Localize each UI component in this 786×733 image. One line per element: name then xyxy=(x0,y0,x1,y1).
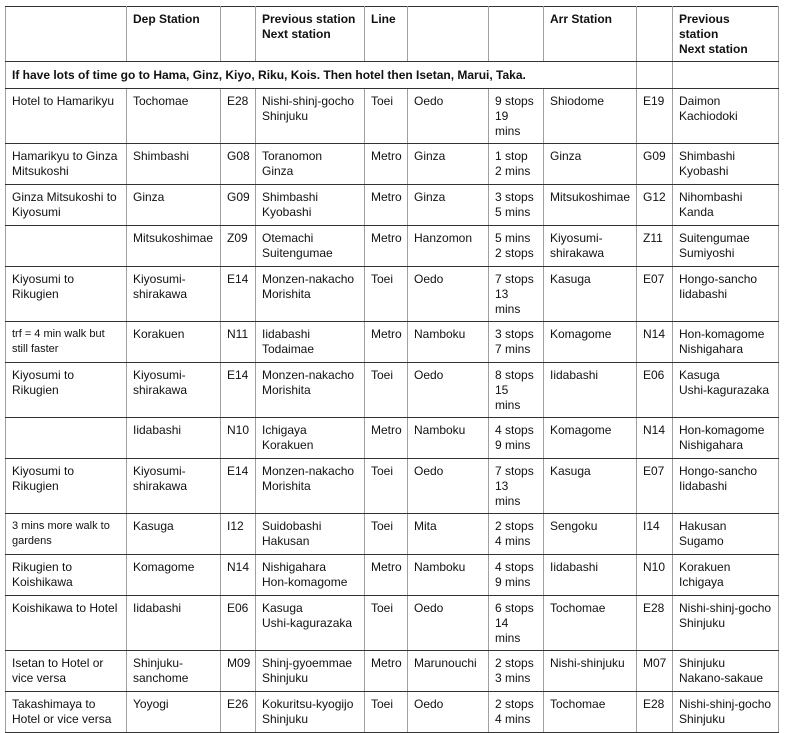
arr-prev-next-arr-next: Sumiyoshi xyxy=(679,246,735,260)
note-row xyxy=(6,62,779,89)
route-cell: Isetan to Hotel or vice versa xyxy=(6,651,127,692)
arr-code-cell: N14 xyxy=(637,322,673,363)
stops-time-stops: 4 stops xyxy=(495,423,534,437)
stops-time-cell xyxy=(489,418,544,459)
table-row xyxy=(6,418,779,459)
arr-station-cell: Tochomae xyxy=(544,596,637,651)
stops-time-time: 2 mins xyxy=(495,164,531,178)
header-arr-code xyxy=(637,7,673,62)
stops-time-cell xyxy=(489,226,544,267)
stops-time-time: 14 mins xyxy=(495,616,521,645)
dep-code-cell: I12 xyxy=(221,514,256,555)
arr-station-cell: Iidabashi xyxy=(544,363,637,418)
route-cell xyxy=(6,226,127,267)
table-row xyxy=(6,555,779,596)
arr-prev-next-arr-next: Nishigahara xyxy=(679,342,744,356)
stops-time-time: 4 mins xyxy=(495,712,531,726)
arr-prev-next-cell xyxy=(673,185,779,226)
arr-prev-next-arr-prev: Hongo-sancho xyxy=(679,464,758,478)
arr-prev-next-cell xyxy=(673,144,779,185)
header-dep-prev-next xyxy=(256,7,365,62)
arr-station-cell: Komagome xyxy=(544,418,637,459)
arr-prev-next-cell xyxy=(673,459,779,514)
arr-prev-next-arr-prev: Hongo-sancho xyxy=(679,272,758,286)
stops-time-cell xyxy=(489,692,544,733)
line-cell: Ginza xyxy=(408,185,489,226)
company-cell: Metro xyxy=(365,322,408,363)
arr-prev-next-arr-next: Nishigahara xyxy=(679,438,744,452)
line-cell: Oedo xyxy=(408,692,489,733)
dep-prev-next-dep-next: Korakuen xyxy=(262,438,314,452)
arr-prev-next-cell xyxy=(673,418,779,459)
stops-time-cell xyxy=(489,267,544,322)
dep-code-cell: G09 xyxy=(221,185,256,226)
dep-prev-next-dep-next: Kyobashi xyxy=(262,205,312,219)
dep-prev-next-dep-prev: Iidabashi xyxy=(262,327,311,341)
dep-code-cell: M09 xyxy=(221,651,256,692)
line-cell: Marunouchi xyxy=(408,651,489,692)
stops-time-stops: 3 stops xyxy=(495,190,534,204)
arr-station-cell: Kasuga xyxy=(544,267,637,322)
dep-prev-next-dep-prev: Toranomon xyxy=(262,149,323,163)
dep-prev-next-dep-prev: Kokuritsu-kyogijo xyxy=(262,697,354,711)
dep-prev-next-dep-prev: Suidobashi xyxy=(262,519,322,533)
route-cell: Kiyosumi to Rikugien xyxy=(6,459,127,514)
dep-station-cell: Mitsukoshimae xyxy=(127,226,221,267)
dep-prev-next-dep-next: Shinjuku xyxy=(262,712,309,726)
dep-station-cell: Shimbashi xyxy=(127,144,221,185)
arr-prev-next-arr-prev: Nihombashi xyxy=(679,190,743,204)
arr-prev-next-arr-prev: Daimon xyxy=(679,94,721,108)
arr-code-cell: G12 xyxy=(637,185,673,226)
dep-prev-next-cell xyxy=(256,144,365,185)
table-row xyxy=(6,144,779,185)
company-cell: Toei xyxy=(365,514,408,555)
table-row xyxy=(6,322,779,363)
stops-time-cell xyxy=(489,459,544,514)
arr-code-cell: E07 xyxy=(637,459,673,514)
arr-prev-next-cell xyxy=(673,651,779,692)
arr-code-cell: M07 xyxy=(637,651,673,692)
dep-prev-next-dep-next: Hakusan xyxy=(262,534,310,548)
dep-station-cell: Korakuen xyxy=(127,322,221,363)
company-cell: Toei xyxy=(365,89,408,144)
company-cell: Metro xyxy=(365,418,408,459)
dep-prev-next-cell xyxy=(256,89,365,144)
dep-prev-next-dep-prev: Nishi-shinj-gocho xyxy=(262,94,355,108)
dep-station-cell: Kasuga xyxy=(127,514,221,555)
dep-prev-next-dep-next: Morishita xyxy=(262,479,311,493)
header-arr-prev-next xyxy=(673,7,779,62)
table-row xyxy=(6,692,779,733)
arr-station-cell: Komagome xyxy=(544,322,637,363)
dep-prev-next-cell xyxy=(256,418,365,459)
table-row xyxy=(6,514,779,555)
arr-prev-next-arr-prev: Hon-komagome xyxy=(679,423,765,437)
line-cell: Namboku xyxy=(408,322,489,363)
dep-code-cell: G08 xyxy=(221,144,256,185)
arr-prev-next-arr-next: Nakano-sakaue xyxy=(679,671,764,685)
dep-code-cell: Z09 xyxy=(221,226,256,267)
dep-prev-next-dep-next: Suitengumae xyxy=(262,246,333,260)
dep-prev-next-dep-next: Morishita xyxy=(262,383,311,397)
arr-station-cell: Kasuga xyxy=(544,459,637,514)
arr-prev-next-arr-prev: Kasuga xyxy=(679,368,720,382)
arr-station-cell: Ginza xyxy=(544,144,637,185)
note-text: If have lots of time go to Hama, Ginz, Kiyo, Riku, Kois. Then hotel then Isetan, Marui, Taka. xyxy=(6,62,637,89)
line-cell: Oedo xyxy=(408,459,489,514)
dep-code-cell: N11 xyxy=(221,322,256,363)
dep-station-cell: Kiyosumi-shirakawa xyxy=(127,459,221,514)
dep-station-cell: Iidabashi xyxy=(127,418,221,459)
table-row xyxy=(6,459,779,514)
dep-prev-next-dep-prev: Monzen-nakacho xyxy=(262,368,355,382)
dep-prev-next-dep-next: Hon-komagome xyxy=(262,575,348,589)
table-row xyxy=(6,363,779,418)
arr-prev-next-arr-next: Shinjuku xyxy=(679,616,726,630)
header-dep-code xyxy=(221,7,256,62)
arr-prev-next-arr-next: Sugamo xyxy=(679,534,724,548)
arr-station-cell: Mitsukoshimae xyxy=(544,185,637,226)
company-cell: Toei xyxy=(365,596,408,651)
header-stops xyxy=(489,7,544,62)
dep-prev-next-dep-prev: Nishigahara xyxy=(262,560,327,574)
stops-time-cell xyxy=(489,185,544,226)
dep-station-cell: Iidabashi xyxy=(127,596,221,651)
arr-prev-next-arr-prev: Shimbashi xyxy=(679,149,736,163)
arr-code-cell: N10 xyxy=(637,555,673,596)
header-prev: Previous station xyxy=(679,12,730,41)
dep-station-cell: Ginza xyxy=(127,185,221,226)
arr-station-cell: Nishi-shinjuku xyxy=(544,651,637,692)
dep-code-cell: N14 xyxy=(221,555,256,596)
arr-station-cell: Iidabashi xyxy=(544,555,637,596)
arr-prev-next-arr-prev: Hakusan xyxy=(679,519,727,533)
arr-code-cell: E07 xyxy=(637,267,673,322)
note-empty-cell xyxy=(637,62,673,89)
route-cell: trf = 4 min walk but still faster xyxy=(6,322,127,363)
stops-time-time: 9 mins xyxy=(495,438,531,452)
header-company: Line xyxy=(365,7,408,62)
arr-code-cell: E28 xyxy=(637,596,673,651)
dep-prev-next-cell xyxy=(256,226,365,267)
route-cell: Rikugien to Koishikawa xyxy=(6,555,127,596)
route-cell: Kiyosumi to Rikugien xyxy=(6,363,127,418)
route-cell: Takashimaya to Hotel or vice versa xyxy=(6,692,127,733)
dep-prev-next-dep-next: Ginza xyxy=(262,164,294,178)
route-cell xyxy=(6,418,127,459)
stops-time-cell xyxy=(489,144,544,185)
arr-prev-next-cell xyxy=(673,89,779,144)
table-row xyxy=(6,226,779,267)
route-cell: Kiyosumi to Rikugien xyxy=(6,267,127,322)
line-cell: Ginza xyxy=(408,144,489,185)
dep-station-cell: Yoyogi xyxy=(127,692,221,733)
dep-prev-next-dep-prev: Kasuga xyxy=(262,601,303,615)
dep-station-cell: Shinjuku-sanchome xyxy=(127,651,221,692)
arr-prev-next-arr-next: Ichigaya xyxy=(679,575,724,589)
arr-code-cell: E19 xyxy=(637,89,673,144)
dep-station-cell: Komagome xyxy=(127,555,221,596)
table-row xyxy=(6,185,779,226)
stops-time-cell xyxy=(489,363,544,418)
dep-prev-next-dep-next: Ushi-kagurazaka xyxy=(262,616,353,630)
dep-prev-next-cell xyxy=(256,651,365,692)
line-cell: Namboku xyxy=(408,418,489,459)
dep-prev-next-cell xyxy=(256,555,365,596)
route-table xyxy=(5,6,779,733)
header-next: Next station xyxy=(262,27,331,41)
stops-time-stops: 8 stops xyxy=(495,368,534,382)
stops-time-stops: 2 stops xyxy=(495,697,534,711)
dep-station-cell: Kiyosumi-shirakawa xyxy=(127,363,221,418)
company-cell: Toei xyxy=(365,692,408,733)
stops-time-time: 3 mins xyxy=(495,671,531,685)
header-row xyxy=(6,7,779,62)
arr-prev-next-arr-prev: Hon-komagome xyxy=(679,327,765,341)
arr-prev-next-arr-prev: Korakuen xyxy=(679,560,731,574)
stops-time-stops: 7 stops xyxy=(495,464,534,478)
arr-prev-next-cell xyxy=(673,322,779,363)
dep-code-cell: E14 xyxy=(221,363,256,418)
dep-code-cell: E14 xyxy=(221,459,256,514)
dep-prev-next-dep-next: Todaimae xyxy=(262,342,315,356)
arr-prev-next-arr-next: Iidabashi xyxy=(679,479,728,493)
arr-prev-next-cell xyxy=(673,596,779,651)
dep-station-cell: Tochomae xyxy=(127,89,221,144)
stops-time-time: 13 mins xyxy=(495,479,521,508)
arr-prev-next-arr-prev: Nishi-shinj-gocho xyxy=(679,697,772,711)
dep-code-cell: E28 xyxy=(221,89,256,144)
line-cell: Oedo xyxy=(408,363,489,418)
company-cell: Metro xyxy=(365,185,408,226)
arr-prev-next-arr-next: Kyobashi xyxy=(679,164,729,178)
dep-prev-next-cell xyxy=(256,514,365,555)
arr-code-cell: G09 xyxy=(637,144,673,185)
line-cell: Oedo xyxy=(408,596,489,651)
dep-code-cell: E26 xyxy=(221,692,256,733)
arr-prev-next-cell xyxy=(673,555,779,596)
arr-station-cell: Kiyosumi-shirakawa xyxy=(544,226,637,267)
company-cell: Toei xyxy=(365,363,408,418)
header-line xyxy=(408,7,489,62)
header-arr-station: Arr Station xyxy=(544,7,637,62)
stops-time-cell xyxy=(489,555,544,596)
company-cell: Metro xyxy=(365,144,408,185)
table-row xyxy=(6,267,779,322)
stops-time-time: 4 mins xyxy=(495,534,531,548)
dep-prev-next-cell xyxy=(256,267,365,322)
arr-station-cell: Tochomae xyxy=(544,692,637,733)
company-cell: Metro xyxy=(365,555,408,596)
route-cell: Hotel to Hamarikyu xyxy=(6,89,127,144)
dep-prev-next-dep-next: Shinjuku xyxy=(262,671,309,685)
note-empty-cell xyxy=(673,62,779,89)
stops-time-stops: 5 mins xyxy=(495,231,531,245)
dep-prev-next-dep-prev: Shinj-gyoemmae xyxy=(262,656,353,670)
header-prev: Previous station xyxy=(262,12,356,26)
arr-code-cell: E28 xyxy=(637,692,673,733)
arr-code-cell: E06 xyxy=(637,363,673,418)
stops-time-time: 7 mins xyxy=(495,342,531,356)
arr-prev-next-arr-next: Shinjuku xyxy=(679,712,726,726)
dep-prev-next-cell xyxy=(256,322,365,363)
company-cell: Toei xyxy=(365,267,408,322)
stops-time-stops: 4 stops xyxy=(495,560,534,574)
arr-prev-next-arr-prev: Shinjuku xyxy=(679,656,726,670)
arr-code-cell: N14 xyxy=(637,418,673,459)
table-row xyxy=(6,596,779,651)
dep-prev-next-dep-prev: Shimbashi xyxy=(262,190,319,204)
arr-station-cell: Sengoku xyxy=(544,514,637,555)
arr-prev-next-arr-prev: Suitengumae xyxy=(679,231,750,245)
route-cell: Ginza Mitsukoshi to Kiyosumi xyxy=(6,185,127,226)
line-cell: Hanzomon xyxy=(408,226,489,267)
arr-prev-next-arr-next: Kachiodoki xyxy=(679,109,738,123)
arr-prev-next-cell xyxy=(673,514,779,555)
line-cell: Namboku xyxy=(408,555,489,596)
stops-time-time: 2 stops xyxy=(495,246,534,260)
arr-prev-next-cell xyxy=(673,692,779,733)
stops-time-time: 15 mins xyxy=(495,383,521,412)
route-cell: Koishikawa to Hotel xyxy=(6,596,127,651)
table-row xyxy=(6,89,779,144)
stops-time-stops: 6 stops xyxy=(495,601,534,615)
arr-prev-next-cell xyxy=(673,226,779,267)
arr-prev-next-arr-prev: Nishi-shinj-gocho xyxy=(679,601,772,615)
arr-prev-next-cell xyxy=(673,267,779,322)
dep-prev-next-dep-prev: Monzen-nakacho xyxy=(262,272,355,286)
line-cell: Mita xyxy=(408,514,489,555)
company-cell: Toei xyxy=(365,459,408,514)
stops-time-cell xyxy=(489,596,544,651)
dep-prev-next-cell xyxy=(256,459,365,514)
stops-time-cell xyxy=(489,651,544,692)
route-cell: 3 mins more walk to gardens xyxy=(6,514,127,555)
line-cell: Oedo xyxy=(408,89,489,144)
stops-time-stops: 9 stops xyxy=(495,94,534,108)
company-cell: Metro xyxy=(365,651,408,692)
dep-code-cell: E06 xyxy=(221,596,256,651)
arr-prev-next-cell xyxy=(673,363,779,418)
arr-prev-next-arr-next: Ushi-kagurazaka xyxy=(679,383,770,397)
arr-prev-next-arr-next: Kanda xyxy=(679,205,714,219)
dep-prev-next-cell xyxy=(256,185,365,226)
stops-time-time: 9 mins xyxy=(495,575,531,589)
stops-time-stops: 7 stops xyxy=(495,272,534,286)
stops-time-time: 13 mins xyxy=(495,287,521,316)
header-dep-station: Dep Station xyxy=(127,7,221,62)
table-row xyxy=(6,651,779,692)
stops-time-stops: 1 stop xyxy=(495,149,528,163)
dep-station-cell: Kiyosumi-shirakawa xyxy=(127,267,221,322)
dep-prev-next-dep-next: Shinjuku xyxy=(262,109,309,123)
stops-time-stops: 2 stops xyxy=(495,519,534,533)
line-cell: Oedo xyxy=(408,267,489,322)
arr-prev-next-arr-next: Iidabashi xyxy=(679,287,728,301)
stops-time-cell xyxy=(489,89,544,144)
stops-time-time: 5 mins xyxy=(495,205,531,219)
stops-time-stops: 3 stops xyxy=(495,327,534,341)
dep-prev-next-dep-prev: Otemachi xyxy=(262,231,314,245)
arr-station-cell: Shiodome xyxy=(544,89,637,144)
dep-prev-next-dep-prev: Monzen-nakacho xyxy=(262,464,355,478)
arr-code-cell: I14 xyxy=(637,514,673,555)
header-route xyxy=(6,7,127,62)
company-cell: Metro xyxy=(365,226,408,267)
stops-time-cell xyxy=(489,514,544,555)
header-next: Next station xyxy=(679,42,748,56)
dep-prev-next-dep-next: Morishita xyxy=(262,287,311,301)
dep-prev-next-dep-prev: Ichigaya xyxy=(262,423,307,437)
dep-prev-next-cell xyxy=(256,692,365,733)
stops-time-cell xyxy=(489,322,544,363)
route-cell: Hamarikyu to Ginza Mitsukoshi xyxy=(6,144,127,185)
stops-time-stops: 2 stops xyxy=(495,656,534,670)
stops-time-time: 19 mins xyxy=(495,109,521,138)
dep-code-cell: N10 xyxy=(221,418,256,459)
dep-code-cell: E14 xyxy=(221,267,256,322)
arr-code-cell: Z11 xyxy=(637,226,673,267)
dep-prev-next-cell xyxy=(256,596,365,651)
dep-prev-next-cell xyxy=(256,363,365,418)
